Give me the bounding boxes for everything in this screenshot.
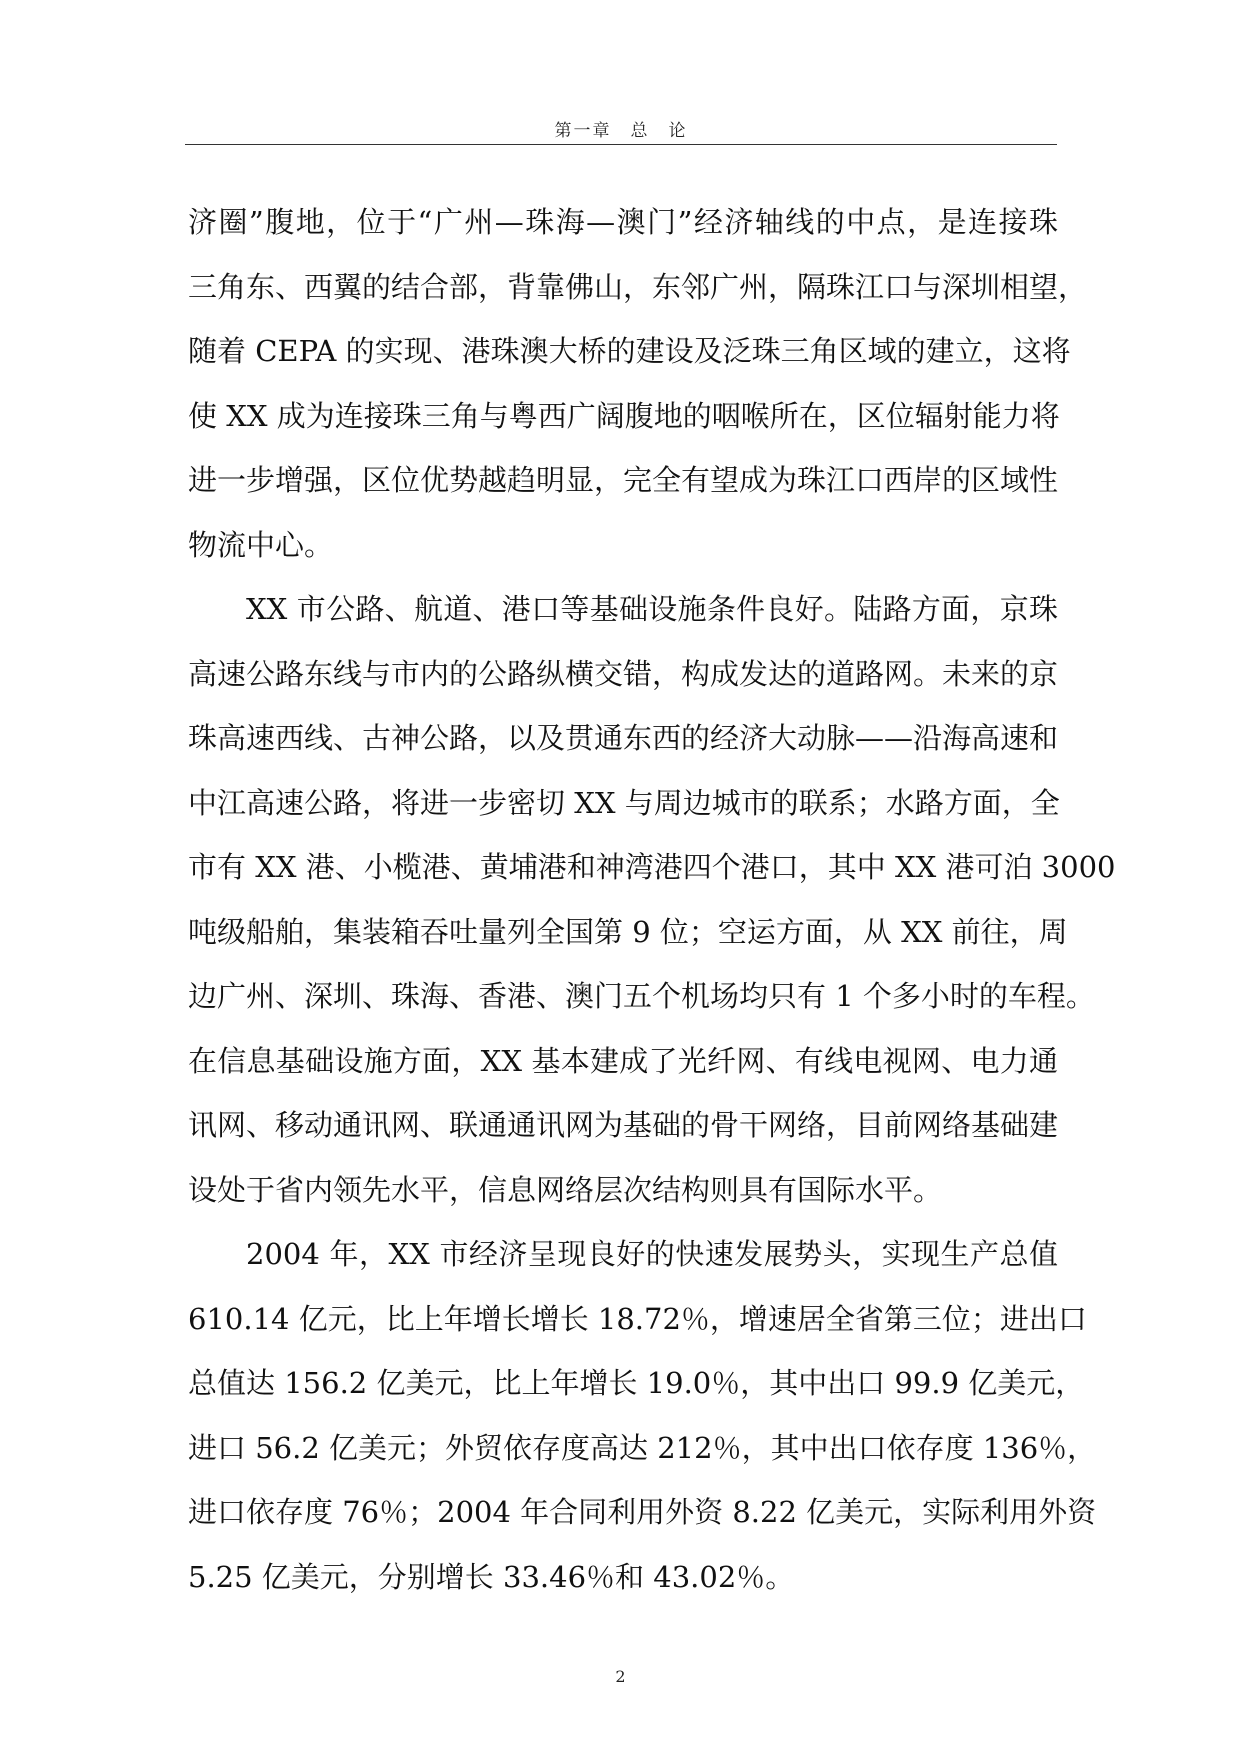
text-line: 使 XX 成为连接珠三角与粤西广阔腹地的咽喉所在，区位辐射能力将 xyxy=(188,398,1060,433)
running-header: 第一章 总 论 xyxy=(554,121,688,141)
text-line: 高速公路东线与市内的公路纵横交错，构成发达的道路网。未来的京 xyxy=(188,656,1059,691)
text-line: 边广州、深圳、珠海、香港、澳门五个机场均只有 1 个多小时的车程。 xyxy=(188,979,1095,1013)
text-line: 中江高速公路，将进一步密切 XX 与周边城市的联系；水路方面，全 xyxy=(188,785,1060,820)
text-line: XX 市公路、航道、港口等基础设施条件良好。陆路方面，京珠 xyxy=(246,592,1058,626)
text-line: 进口 56.2 亿美元；外贸依存度高达 212％，其中出口依存度 136％， xyxy=(188,1430,1097,1465)
text-line: 设处于省内领先水平，信息网络层次结构则具有国际水平。 xyxy=(188,1172,943,1207)
page-number: 2 xyxy=(615,1667,626,1686)
text-line: 总值达 156.2 亿美元，比上年增长 19.0％，其中出口 99.9 亿美元， xyxy=(188,1366,1085,1400)
text-line: 市有 XX 港、小榄港、黄埔港和神湾港四个港口，其中 XX 港可泊 3000 xyxy=(188,850,1116,884)
text-line: 进口依存度 76％；2004 年合同利用外资 8.22 亿美元，实际利用外资 xyxy=(188,1495,1097,1529)
text-line: 5.25 亿美元，分别增长 33.46％和 43.02％。 xyxy=(188,1559,795,1594)
text-line: 物流中心。 xyxy=(188,527,334,562)
text-line: 珠高速西线、古神公路，以及贯通东西的经济大动脉——沿海高速和 xyxy=(188,721,1059,755)
text-line: 三角东、西翼的结合部，背靠佛山，东邻广州，隔珠江口与深圳相望， xyxy=(188,269,1088,304)
text-line: 进一步增强，区位优势越趋明显，完全有望成为珠江口西岸的区域性 xyxy=(188,463,1059,497)
text-line: 讯网、移动通讯网、联通通讯网为基础的骨干网络，目前网络基础建 xyxy=(188,1108,1059,1142)
header-rule xyxy=(185,144,1057,145)
text-line: 济圈”腹地，位于“广州—珠海—澳门”经济轴线的中点，是连接珠 xyxy=(188,205,1058,239)
text-line: 2004 年，XX 市经济呈现良好的快速发展势头，实现生产总值 xyxy=(246,1237,1058,1271)
text-line: 随着 CEPA 的实现、港珠澳大桥的建设及泛珠三角区域的建立，这将 xyxy=(188,334,1071,368)
body-text xyxy=(188,190,1116,1609)
text-line: 610.14 亿元，比上年增长增长 18.72％，增速居全省第三位；进出口 xyxy=(188,1301,1087,1336)
text-line: 在信息基础设施方面，XX 基本建成了光纤网、有线电视网、电力通 xyxy=(188,1043,1058,1078)
text-line: 吨级船舶，集装箱吞吐量列全国第 9 位；空运方面，从 XX 前往，周 xyxy=(188,914,1068,949)
